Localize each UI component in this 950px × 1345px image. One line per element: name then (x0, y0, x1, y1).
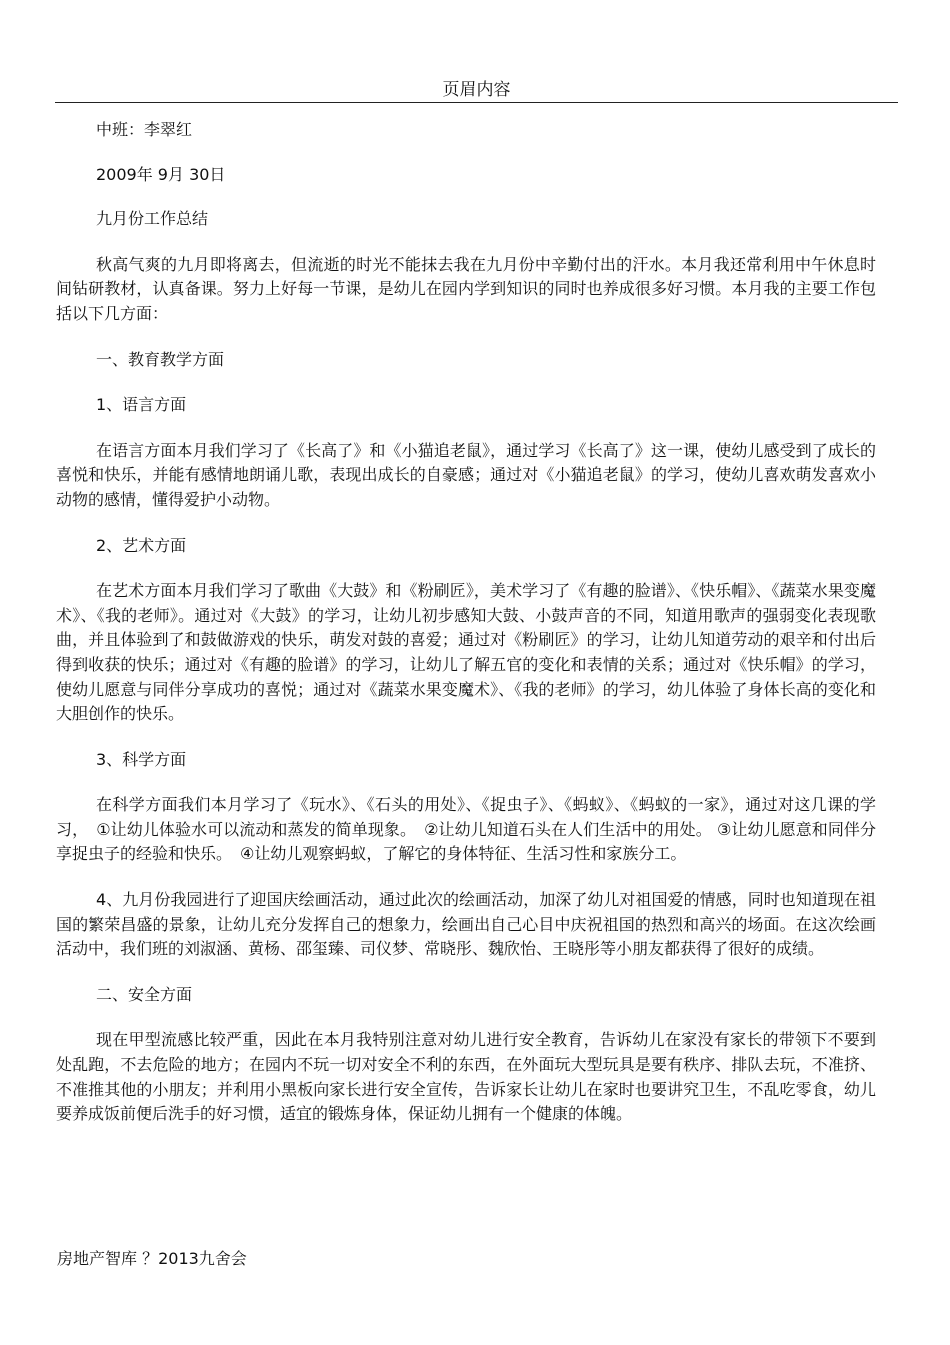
subsection1-body: 在语言方面本月我们学习了《长高了》和《小猫追老鼠》，通过学习《长高了》这一课，使幼儿感受到了成长的喜悦和快乐，并能有感情地朗诵儿歌，表现出成长的自豪感；通过对《小猫追老鼠》的学习，使幼儿喜欢萌发喜欢小动物的感情，懂得爱护小动物。 (56, 440, 876, 509)
author-line: 中班：李翠红 (96, 120, 193, 139)
document-body (56, 118, 876, 1127)
date-line: 2009年 9月 30日 (96, 164, 226, 184)
page-header: 页眉内容 (55, 78, 898, 103)
document-title: 九月份工作总结 (96, 209, 209, 229)
page-footer: 房地产智库 ？2013九舍会 (57, 1249, 247, 1268)
section2-body: 现在甲型流感比较严重，因此在本月我特别注意对幼儿进行安全教育，告诉幼儿在家没有家长的带领下不要到处乱跑，不去危险的地方；在园内不玩一切对安全不利的东西，在外面玩大型玩具是要有秩序、排队去玩，不准挤、不准推其他的小朋友；并利用小黑板向家长进行安全宣传，告诉家长让幼儿在家时也要讲究卫生，不乱吃零食，幼儿要养成饭前便后洗手的好习惯，适宜的锻炼身体，保证幼儿拥有一个健康的体魄。 (56, 1030, 876, 1124)
subsection3-heading: 3、科学方面 (96, 749, 187, 769)
section2-heading: 二、安全方面 (96, 984, 193, 1004)
subsection4-body: 4、九月份我园进行了迎国庆绘画活动，通过此次的绘画活动，加深了幼儿对祖国爱的情感，同时也知道现在祖国的繁荣昌盛的景象，让幼儿充分发挥自己的想象力，绘画出自己心目中庆祝祖国的热烈和高兴的场面。在这次绘画活动中，我们班的刘淑涵、黄杨、邵玺臻、司仪梦、常晓彤、魏欣怡、王晓彤等小朋友都获得了很好的成绩。 (56, 890, 876, 959)
section1-heading: 一、教育教学方面 (96, 349, 225, 369)
intro-paragraph: 秋高气爽的九月即将离去，但流逝的时光不能抹去我在九月份中辛勤付出的汗水。本月我还常利用中午休息时间钻研教材，认真备课。努力上好每一节课，是幼儿在园内学到知识的同时也养成很多好习惯。本月我的主要工作包括以下几方面： (56, 254, 876, 323)
subsection3-body: 在科学方面我们本月学习了《玩水》、《石头的用处》、《捉虫子》、《蚂蚁》、《蚂蚁的一家》，通过对这几课的学习， ①让幼儿体验水可以流动和蒸发的简单现象。 ②让幼儿知道石头在人们生活中的用处。 ③让幼儿愿意和同伴分享捉虫子的经验和快乐。 ④让幼儿观察蚂蚁，了解它的身体特征、生活习性和家族分工。 (56, 795, 876, 864)
subsection2-heading: 2、艺术方面 (96, 535, 187, 555)
subsection1-heading: 1、语言方面 (96, 395, 187, 415)
subsection2-body: 在艺术方面本月我们学习了歌曲《大鼓》和《粉刷匠》，美术学习了《有趣的脸谱》、《快乐帽》、《蔬菜水果变魔术》、《我的老师》。通过对《大鼓》的学习，让幼儿初步感知大鼓、小鼓声音的不同，知道用歌声的强弱变化表现歌曲，并且体验到了和鼓做游戏的快乐，萌发对鼓的喜爱；通过对《粉刷匠》的学习，让幼儿知道劳动的艰辛和付出后得到收获的快乐；通过对《有趣的脸谱》的学习，让幼儿了解五官的变化和表情的关系；通过对《快乐帽》的学习，使幼儿愿意与同伴分享成功的喜悦；通过对《蔬菜水果变魔术》、《我的老师》的学习，幼儿体验了身体长高的变化和大胆创作的快乐。 (56, 581, 876, 724)
